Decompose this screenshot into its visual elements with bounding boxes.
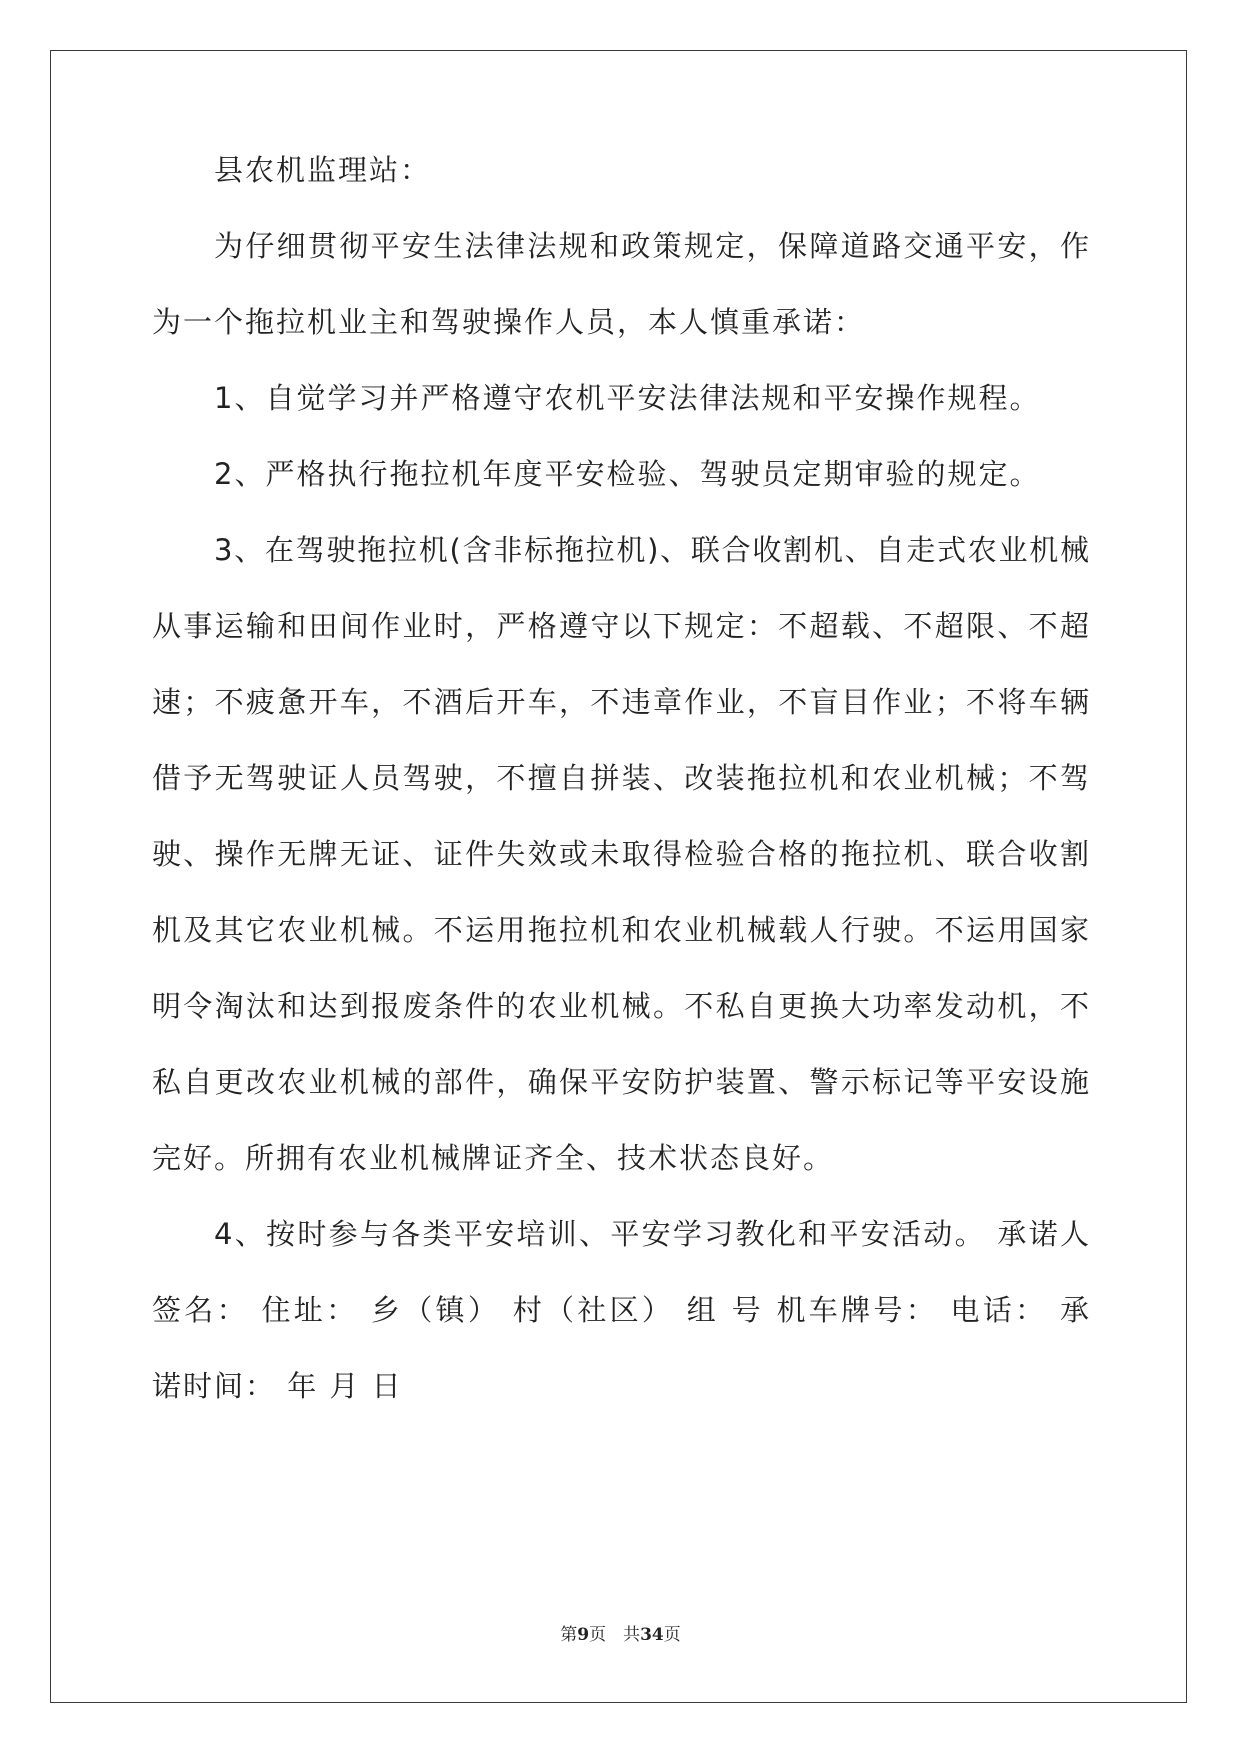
paragraph-line: 2、严格执行拖拉机年度平安检验、驾驶员定期审验的规定。: [214, 457, 1041, 491]
paragraph-line: 机及其它农业机械。不运用拖拉机和农业机械载人行驶。不运用国家: [152, 913, 1089, 947]
paragraph-line: 完好。所拥有农业机械牌证齐全、技术状态良好。: [152, 1141, 835, 1175]
page-suffix: 页: [663, 1625, 681, 1645]
date-line: 诺时间： 年 月 日: [152, 1369, 403, 1403]
paragraph-line: 速；不疲惫开车，不酒后开车，不违章作业，不盲目作业；不将车辆: [152, 685, 1089, 719]
paragraph-line: 私自更改农业机械的部件，确保平安防护装置、警示标记等平安设施: [152, 1065, 1089, 1099]
salutation: 县农机监理站：: [214, 153, 432, 187]
page-total: 34: [640, 1625, 664, 1645]
signature-line: 签名： 住址： 乡（镇） 村（社区） 组 号 机车牌号： 电话： 承: [152, 1293, 1089, 1327]
paragraph-line: 为一个拖拉机业主和驾驶操作人员，本人慎重承诺：: [152, 305, 866, 339]
paragraph-line: 明令淘汰和达到报废条件的农业机械。不私自更换大功率发动机，不: [152, 989, 1089, 1023]
paragraph-line: 借予无驾驶证人员驾驶，不擅自拼装、改装拖拉机和农业机械；不驾: [152, 761, 1089, 795]
page-mid: 页 共: [589, 1625, 641, 1645]
page-border: [50, 50, 1187, 1703]
page-current: 9: [577, 1625, 590, 1645]
page-footer: [0, 1620, 1241, 1645]
paragraph-line: 从事运输和田间作业时，严格遵守以下规定：不超载、不超限、不超: [152, 609, 1089, 643]
paragraph-line: 驶、操作无牌无证、证件失效或未取得检验合格的拖拉机、联合收割: [152, 837, 1089, 871]
paragraph-line: 4、按时参与各类平安培训、平安学习教化和平安活动。 承诺人: [214, 1217, 1089, 1251]
paragraph-line: 3、在驾驶拖拉机(含非标拖拉机)、联合收割机、自走式农业机械: [214, 533, 1089, 567]
page-prefix: 第: [560, 1625, 578, 1645]
paragraph-line: 1、自觉学习并严格遵守农机平安法律法规和平安操作规程。: [214, 381, 1041, 415]
paragraph-line: 为仔细贯彻平安生法律法规和政策规定，保障道路交通平安，作: [214, 229, 1089, 263]
